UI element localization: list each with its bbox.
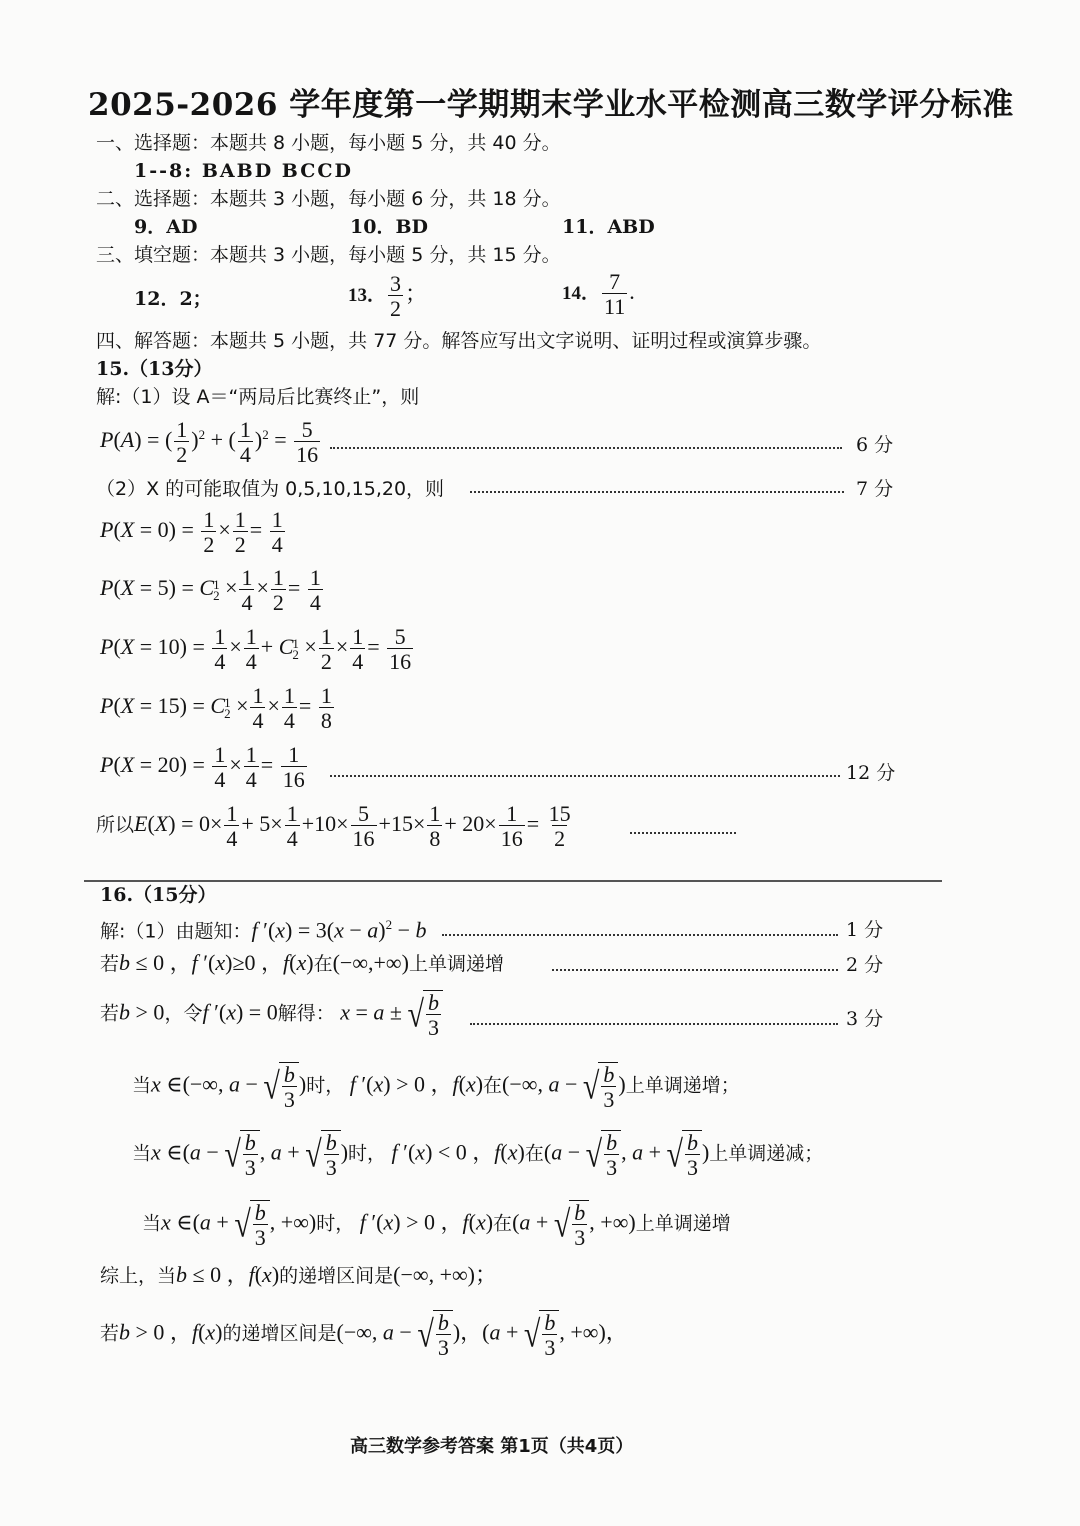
answer-13: 13． $\frac{3}{2}$ ； xyxy=(348,271,428,322)
page-title: 2025-2026 学年度第一学期期末学业水平检测高三数学评分标准 xyxy=(88,87,1014,123)
score-q16-1: 1 分 xyxy=(846,919,884,941)
score-6: 6 分 xyxy=(856,434,894,456)
q15-expectation: 所以E(X) = 0× $\frac{1}{4}$ + 5× $\frac{1}{4}$ +10× $\frac{5}{16}$ +15× $\frac{1}{8}$ + 20× $\frac{1}{16}$ = $\frac{15}{2}$ xyxy=(96,801,571,852)
leader-dots xyxy=(552,969,838,971)
leader-dots xyxy=(630,832,736,834)
q15-px10: P(X = 10) = $\frac{1}{4}$ × $\frac{1}{4}$ + C 1 2 × $\frac{1}{2}$ × $\frac{1}{4}$ = $\frac{5}{16}$ xyxy=(100,624,412,675)
page-footer: 高三数学参考答案 第1页（共4页） xyxy=(350,1436,634,1457)
answers-1-8: 1--8: BABD BCCD xyxy=(134,160,353,182)
q16-case2: 当x ∈(a − √ $\frac{b}{3}$ , a + √ $\frac{b}{3}$ )时， f ′(x) < 0 ，f(x)在(a − √ $\frac{b}{3}$ , a + √ $\frac{b}{3}$ )上单调递减； xyxy=(132,1130,824,1181)
q16-summary-2: 若b > 0 ，f(x)的递增区间是(−∞, a − √ $\frac{b}{3}$ )，(a + √ $\frac{b}{3}$ , +∞)， xyxy=(100,1310,628,1361)
q15-px5: P(X = 5) = C 1 2 × $\frac{1}{4}$ × $\frac{1}{2}$ = $\frac{1}{4}$ xyxy=(100,565,321,616)
section-4-header: 四、解答题：本题共 5 小题，共 77 分。解答应写出文字说明、证明过程或演算步骤。 xyxy=(96,330,822,352)
divider-line xyxy=(84,880,942,882)
score-7: 7 分 xyxy=(856,478,894,500)
section-2-header: 二、选择题：本题共 3 小题，每小题 6 分，共 18 分。 xyxy=(96,188,561,210)
score-12: 12 分 xyxy=(846,762,896,784)
answer-11: 11．ABD xyxy=(562,216,655,238)
q16-case3: 当x ∈(a + √ $\frac{b}{3}$ , +∞)时， f ′(x) > 0 ，f(x)在(a + √ $\frac{b}{3}$ , +∞)上单调递增 xyxy=(142,1200,731,1251)
q15-intro: 解:（1）设 A＝“两局后比赛终止”，则 xyxy=(96,386,420,408)
q15-part2: （2）X 的可能取值为 0,5,10,15,20，则 xyxy=(96,478,445,500)
q15-px0: P(X = 0) = $\frac{1}{2}$ × $\frac{1}{2}$ = $\frac{1}{4}$ xyxy=(100,507,283,558)
leader-dots xyxy=(470,491,844,493)
q16-summary: 综上，当b ≤ 0 ，f(x)的递增区间是(−∞, +∞)； xyxy=(100,1262,497,1287)
q15-px15: P(X = 15) = C 1 2 × $\frac{1}{4}$ × $\frac{1}{4}$ = $\frac{1}{8}$ xyxy=(100,683,332,734)
q16-line1: 解:（1）由题知：f $'(x) = 3(x - a)^2 - b$ xyxy=(100,917,427,943)
leader-dots xyxy=(330,447,842,449)
q16-case1: 当x ∈(−∞, a − √ $\frac{b}{3}$ )时， f ′(x) > 0 ，f(x)在(−∞, a − √ $\frac{b}{3}$ )上单调递增； xyxy=(132,1062,740,1113)
score-q16-2: 2 分 xyxy=(846,954,884,976)
leader-dots xyxy=(442,934,838,936)
answer-12: 12．2； xyxy=(134,288,212,310)
q16-line3: 若b > 0，令f ′(x) = 0解得： x = a ± √ $\frac{b}{3}$ xyxy=(100,990,443,1039)
q15-px20: P(X = 20) = $\frac{1}{4}$ × $\frac{1}{4}$ = $\frac{1}{16}$ xyxy=(100,742,305,793)
answer-13-fraction: $\frac{3}{2}$ xyxy=(390,271,402,322)
section-3-header: 三、填空题：本题共 3 小题，每小题 5 分，共 15 分。 xyxy=(96,244,561,266)
answer-10: 10．BD xyxy=(350,216,428,238)
answer-14: 14． $\frac{7}{11}$ . xyxy=(562,269,635,320)
score-q16-3: 3 分 xyxy=(846,1008,884,1030)
section-1-header: 一、选择题：本题共 8 小题，每小题 5 分，共 40 分。 xyxy=(96,132,561,154)
answer-9: 9．AD xyxy=(134,216,198,238)
leader-dots xyxy=(330,775,840,777)
answer-14-fraction: $\frac{7}{11}$ xyxy=(604,269,626,320)
q15-pa-formula: P(A) = ( $\frac{1}{2}$ )$^2$ + ( $\frac{1}{4}$ )$^2$ = $\frac{5}{16}$ xyxy=(100,417,319,468)
q16-header: 16.（15分） xyxy=(100,884,217,906)
leader-dots xyxy=(470,1023,838,1025)
q16-line2: 若b ≤ 0 ，f ′(x)≥0 ，f(x)在(−∞,+∞)上单调递增 xyxy=(100,950,504,975)
q15-header: 15.（13分） xyxy=(96,358,213,380)
